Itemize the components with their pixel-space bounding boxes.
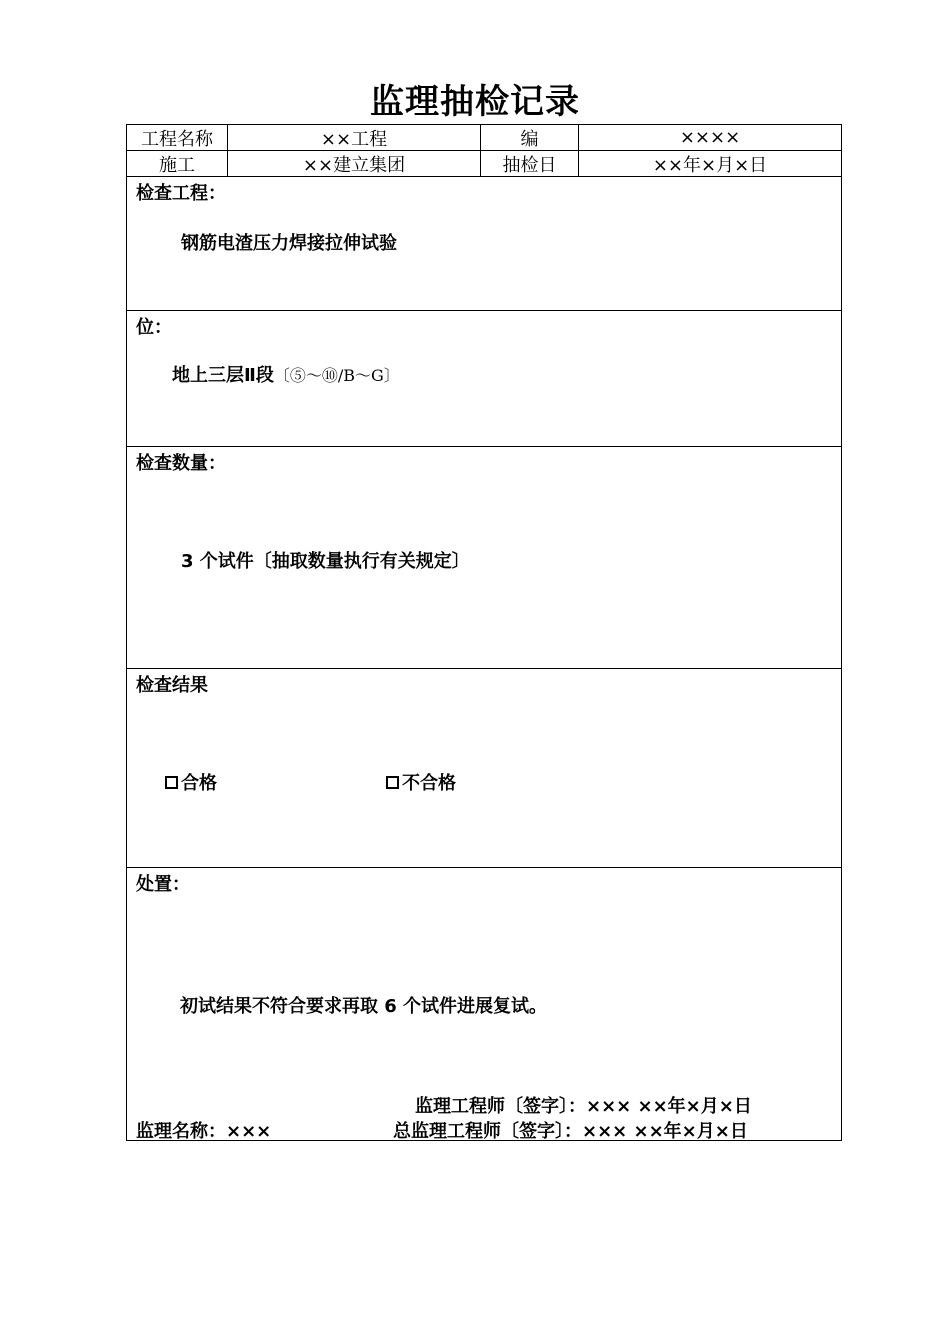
contractor-label: 施工: [127, 151, 228, 176]
location-main: 地上三层Ⅱ段: [172, 365, 274, 386]
inspection-date-value: ××年×月×日: [652, 154, 768, 176]
code-value: ××××: [679, 127, 741, 148]
pass-option[interactable]: [165, 769, 217, 795]
fail-option[interactable]: [386, 769, 456, 795]
contractor-value: ××建立集团: [228, 151, 481, 176]
inspection-form: [126, 124, 842, 1141]
pass-option-label: 合格: [181, 773, 217, 794]
location-detail: 〔⑤～⑩/B～G〕: [273, 366, 400, 385]
inspection-item-label: 检查工程：: [136, 183, 226, 204]
inspection-date-label: 抽检日: [481, 151, 579, 176]
engineer-signature: 监理工程师〔签字〕：××× ××年×月×日: [415, 1096, 752, 1117]
project-name-value: ××工程: [228, 125, 481, 150]
pass-checkbox[interactable]: [165, 776, 178, 789]
section-inspection-item: [127, 177, 841, 311]
section-quantity: [127, 447, 841, 669]
fail-checkbox[interactable]: [386, 776, 399, 789]
supervisor-name: 监理名称：×××: [136, 1121, 272, 1142]
code-label: 编: [481, 125, 579, 150]
location-label: 位：: [136, 317, 172, 338]
disposal-label: 处置：: [136, 874, 190, 895]
result-label: 检查结果: [136, 675, 208, 696]
quantity-content: 3 个试件〔抽取数量执行有关规定〕: [181, 551, 470, 572]
section-location: [127, 311, 841, 447]
fail-option-label: 不合格: [402, 773, 456, 794]
inspection-item-content: 钢筋电渣压力焊接拉伸试验: [181, 233, 397, 254]
section-result: [127, 669, 841, 868]
page-title: 监理抽检记录: [370, 82, 580, 122]
chief-engineer-signature: 总监理工程师〔签字〕：××× ××年×月×日: [393, 1121, 748, 1142]
section-disposal: [127, 868, 841, 1140]
location-content: [172, 361, 400, 387]
quantity-label: 检查数量：: [136, 453, 226, 474]
header-row-contractor: [127, 151, 841, 177]
project-name-label: 工程名称: [127, 125, 228, 150]
disposal-content: 初试结果不符合要求再取 6 个试件进展复试。: [180, 996, 548, 1017]
header-row-project: [127, 125, 841, 151]
